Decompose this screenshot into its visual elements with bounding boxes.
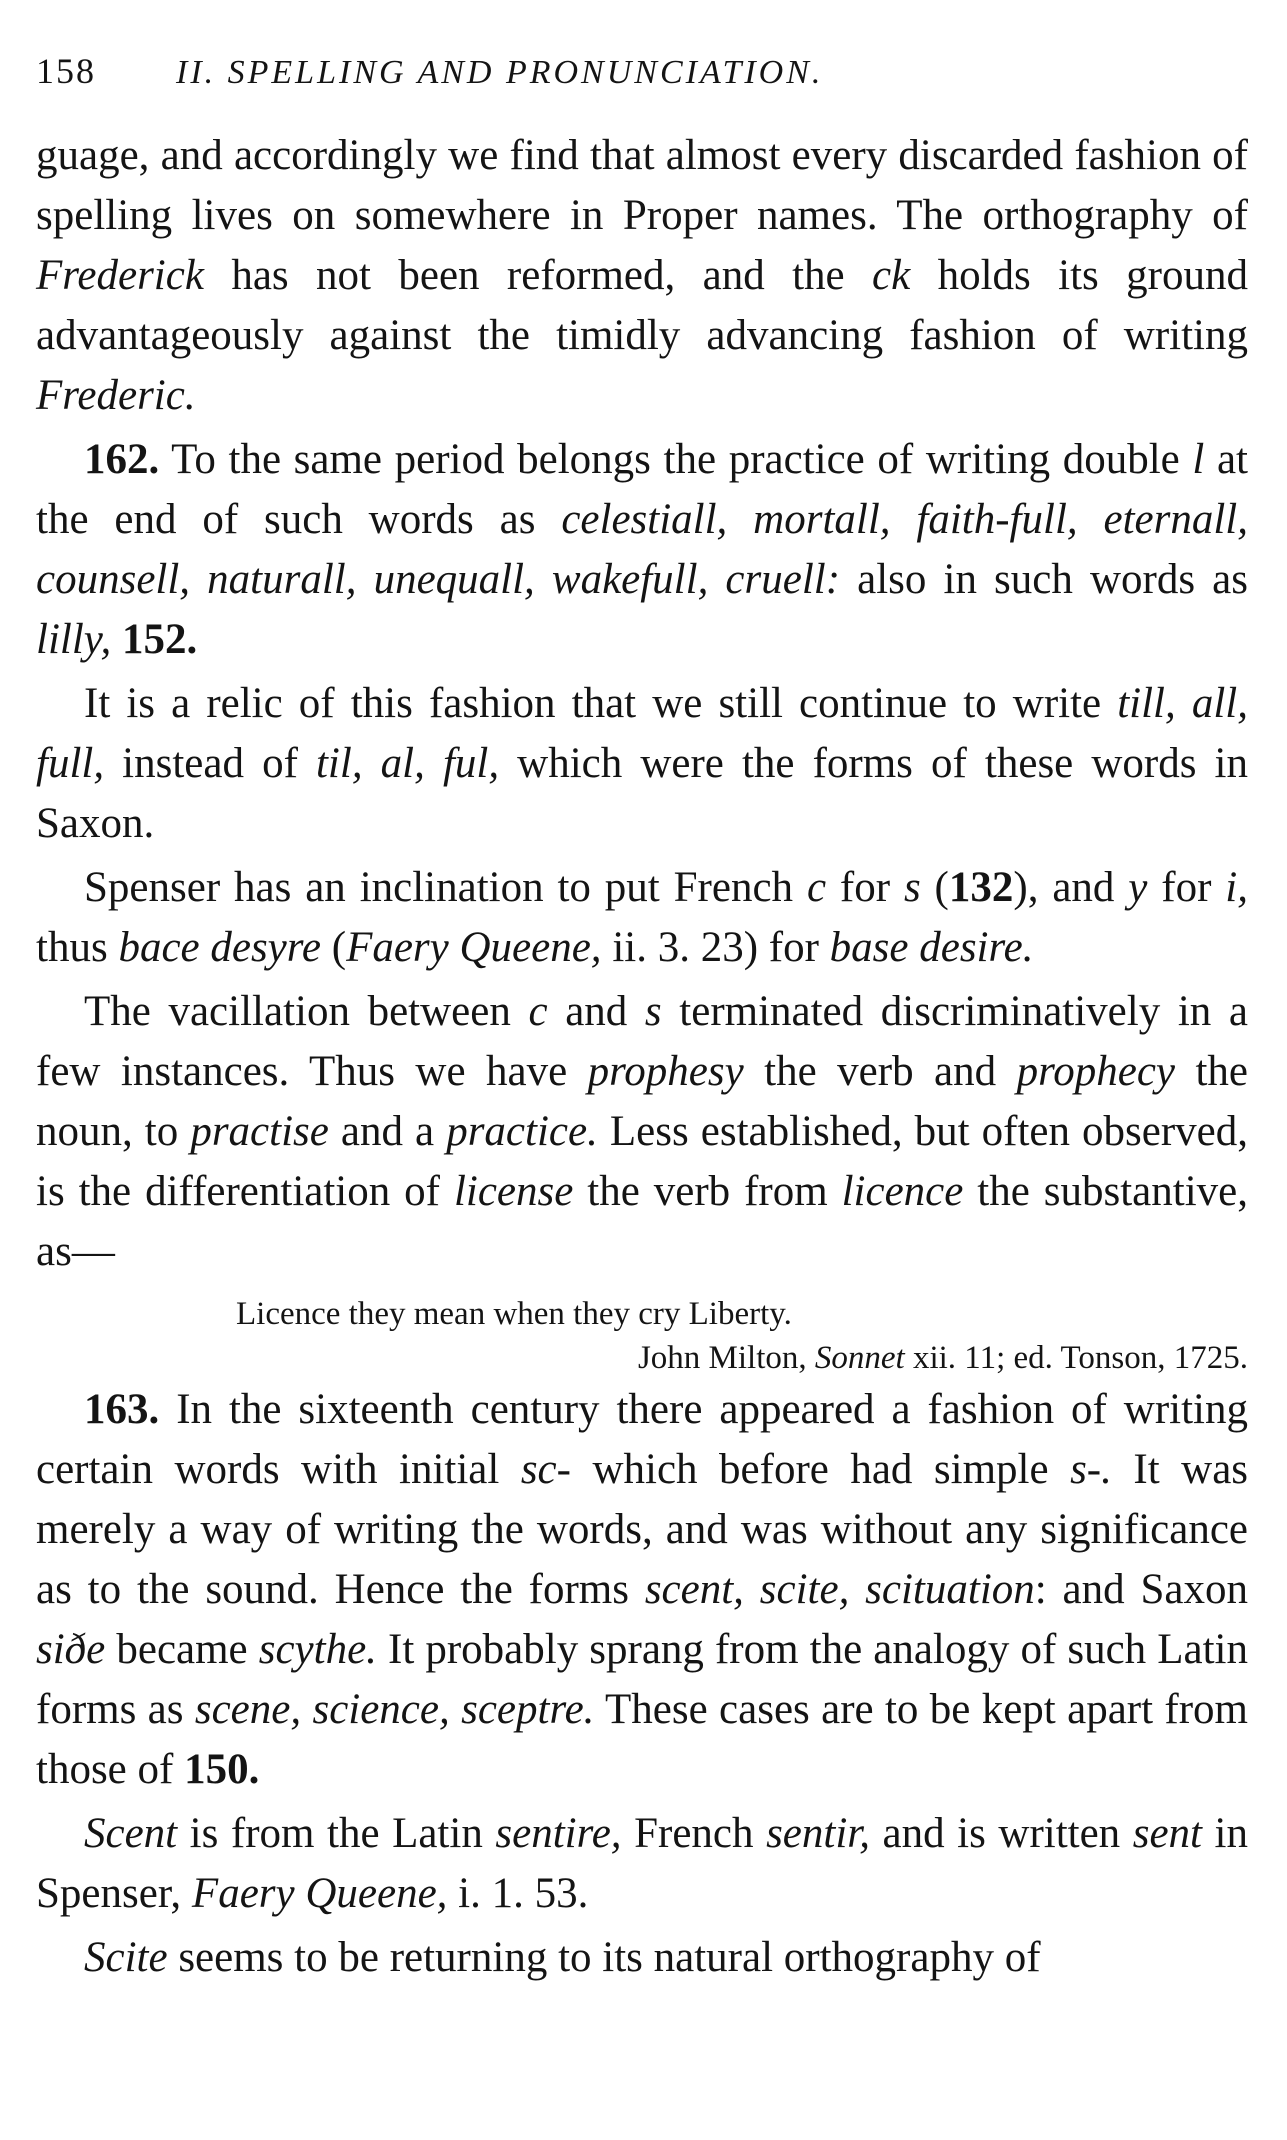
- section-reference: 152.: [122, 616, 198, 663]
- running-title: II. SPELLING AND PRONUNCIATION.: [176, 54, 824, 91]
- body-text-after-quote: [36, 1380, 1248, 1988]
- section-reference: 163.: [84, 1386, 160, 1433]
- block-quotation: [36, 1292, 1248, 1380]
- text-run: became: [105, 1626, 259, 1673]
- text-run: [111, 616, 122, 663]
- paragraph-p8: [36, 1928, 1248, 1988]
- text-run: These cases are to be kept apart from those of: [36, 1686, 1248, 1793]
- text-run: the verb from: [573, 1168, 842, 1215]
- italic-term: Frederic.: [36, 372, 196, 419]
- text-run: Spenser has an inclination to put French: [84, 864, 807, 911]
- italic-term: c: [806, 864, 827, 911]
- italic-term: license: [453, 1168, 574, 1215]
- italic-term: scythe.: [258, 1626, 377, 1673]
- text-run: and a: [328, 1108, 447, 1155]
- text-run: French: [621, 1810, 767, 1857]
- section-reference: 162.: [84, 436, 160, 483]
- italic-term: base desire.: [829, 924, 1034, 971]
- text-run: for: [1147, 864, 1226, 911]
- italic-term: sent: [1132, 1810, 1203, 1857]
- italic-term: l: [1192, 436, 1205, 483]
- text-run: It is a relic of this fashion that we still continue to write: [84, 680, 1118, 727]
- citation-work: Sonnet: [814, 1340, 905, 1376]
- text-run: has not been reformed, and the: [203, 252, 873, 299]
- italic-term: scent, scite, scituation: [644, 1566, 1035, 1613]
- italic-term: lilly,: [36, 616, 112, 663]
- paragraph-p1: [36, 126, 1248, 426]
- text-run: (: [321, 924, 347, 971]
- quotation-line: Licence they mean when they cry Liberty.: [236, 1296, 792, 1332]
- text-run: is from the Latin: [177, 1810, 496, 1857]
- text-run: in Spenser,: [36, 1810, 1249, 1917]
- text-run: : and Saxon: [1034, 1566, 1248, 1613]
- italic-term: celestiall, mortall, faith-full, eternall, counsell, naturall, unequall, wakefull, cruell:: [36, 496, 1248, 603]
- italic-term: prophecy: [1016, 1048, 1175, 1095]
- paragraph-p5: [36, 982, 1248, 1282]
- text-run: ), and: [1013, 864, 1129, 911]
- text-run: It probably sprang from the analogy of such Latin forms as: [36, 1626, 1248, 1733]
- text-run: It was merely a way of writing the words, and was without any significance as to the sound. Hence the forms: [36, 1446, 1249, 1613]
- text-run: the noun, to: [36, 1048, 1248, 1155]
- italic-term: siðe: [36, 1626, 106, 1673]
- text-run: seems to be returning to its natural orthography of: [167, 1934, 1041, 1981]
- italic-term: prophesy: [587, 1048, 744, 1095]
- text-run: Less established, but often observed, is the differentiation of: [36, 1108, 1249, 1215]
- text-run: the verb and: [743, 1048, 1017, 1095]
- book-page: [36, 50, 1248, 1988]
- paragraph-p3: [36, 674, 1248, 854]
- italic-term: Frederick: [36, 252, 204, 299]
- text-run: which before had simple: [570, 1446, 1071, 1493]
- italic-term: Scent: [84, 1810, 178, 1857]
- paragraph-p6: [36, 1380, 1248, 1800]
- italic-term: bace desyre: [118, 924, 321, 971]
- italic-term: s: [644, 988, 662, 1035]
- italic-term: Scite: [84, 1934, 168, 1981]
- section-reference: 132: [948, 864, 1014, 911]
- italic-term: y: [1128, 864, 1148, 911]
- citation-author: John Milton,: [637, 1340, 815, 1376]
- italic-term: c: [528, 988, 548, 1035]
- page-number: 158: [36, 51, 96, 91]
- paragraph-p7: [36, 1804, 1248, 1924]
- text-run: for: [826, 864, 904, 911]
- italic-term: practise: [190, 1108, 329, 1155]
- quotation-citation: [36, 1336, 1248, 1380]
- running-header: [36, 50, 1248, 92]
- italic-term: Faery Queene,: [191, 1870, 448, 1917]
- section-reference: 150.: [184, 1746, 260, 1793]
- italic-term: practice.: [446, 1108, 598, 1155]
- text-run: ii. 3. 23) for: [601, 924, 830, 971]
- italic-term: s-.: [1070, 1446, 1112, 1493]
- text-run: i. 1. 53.: [447, 1870, 589, 1917]
- italic-term: sentire,: [495, 1810, 622, 1857]
- italic-term: sc-: [520, 1446, 571, 1493]
- text-run: and is written: [870, 1810, 1133, 1857]
- text-run: terminated discriminatively in a few instances. Thus we have: [36, 988, 1248, 1095]
- body-text-before-quote: [36, 126, 1248, 1282]
- italic-term: s: [903, 864, 921, 911]
- italic-term: till, all, full,: [36, 680, 1248, 787]
- italic-term: Faery Queene,: [346, 924, 602, 971]
- text-run: and: [547, 988, 645, 1035]
- text-run: In the sixteenth century there appeared a fashion of writing certain words with initial: [36, 1386, 1248, 1493]
- text-run: holds its ground advantageously against the timidly advancing fashion of writing: [36, 252, 1248, 359]
- italic-term: til, al, ful,: [315, 740, 500, 787]
- text-run: at the end of such words as: [36, 436, 1248, 543]
- text-run: thus: [36, 924, 119, 971]
- text-run: To the same period belongs the practice of writing double: [159, 436, 1193, 483]
- paragraph-p2: [36, 430, 1248, 670]
- italic-term: ck: [872, 252, 911, 299]
- paragraph-p4: [36, 858, 1248, 978]
- text-run: The vacillation between: [84, 988, 529, 1035]
- text-run: also in such words as: [840, 556, 1248, 603]
- text-run: which were the forms of these words in Saxon.: [36, 740, 1248, 847]
- text-run: instead of: [104, 740, 316, 787]
- italic-term: licence: [841, 1168, 964, 1215]
- text-run: guage, and accordingly we find that almost every discarded fashion of spelling lives on somewhere in Proper names. The orthography of: [36, 132, 1248, 239]
- italic-term: sentir,: [766, 1810, 870, 1857]
- citation-details: xii. 11; ed. Tonson, 1725.: [904, 1340, 1248, 1376]
- italic-term: i,: [1225, 864, 1248, 911]
- italic-term: scene, science, sceptre.: [194, 1686, 595, 1733]
- text-run: the substantive, as—: [36, 1168, 1248, 1275]
- text-run: (: [920, 864, 949, 911]
